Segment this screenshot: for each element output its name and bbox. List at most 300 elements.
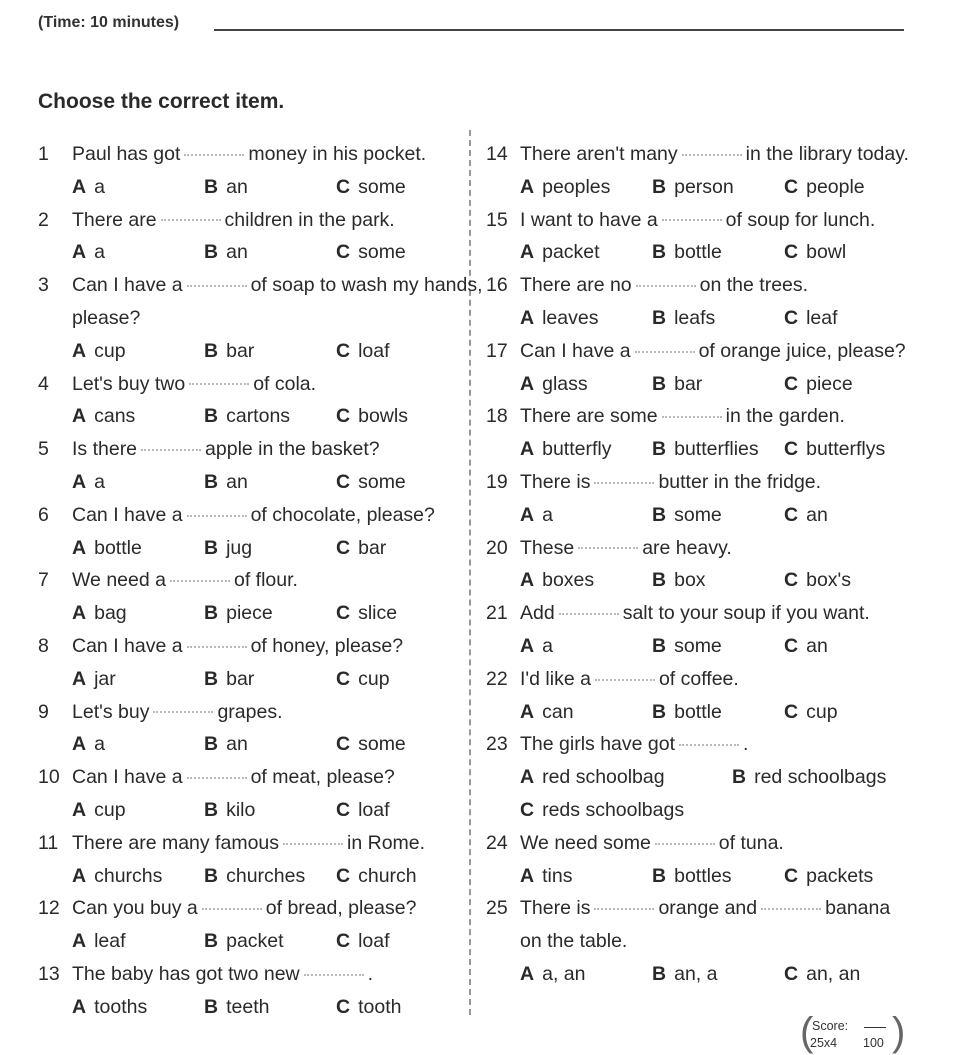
question-number: 3 xyxy=(38,274,49,297)
option-text: some xyxy=(358,733,406,756)
option-text: box xyxy=(674,569,706,592)
option-a[interactable] xyxy=(72,663,204,696)
score-label: Score: xyxy=(812,1019,849,1033)
option-a[interactable] xyxy=(72,171,204,204)
question-text: in the garden. xyxy=(725,405,845,428)
question-17 xyxy=(486,335,926,401)
option-text: an xyxy=(226,175,248,198)
question-text: These xyxy=(520,536,575,559)
question-number: 16 xyxy=(486,274,508,297)
option-text: an, a xyxy=(674,962,718,985)
option-text: slice xyxy=(358,602,398,625)
option-c[interactable] xyxy=(784,499,916,532)
question-number: 12 xyxy=(38,897,60,920)
option-letter: C xyxy=(784,700,799,723)
option-text: leafs xyxy=(674,306,716,329)
question-20 xyxy=(486,532,926,598)
option-b[interactable] xyxy=(204,597,336,630)
option-c[interactable] xyxy=(336,532,468,565)
option-a[interactable] xyxy=(72,794,204,827)
option-a[interactable] xyxy=(520,171,652,204)
option-c[interactable] xyxy=(336,991,468,1024)
option-text: glass xyxy=(542,372,588,395)
option-a[interactable] xyxy=(72,532,204,565)
options-row xyxy=(486,368,926,401)
option-b[interactable] xyxy=(652,860,784,893)
question-text: salt to your soup if you want. xyxy=(622,602,870,625)
option-b[interactable] xyxy=(204,335,336,368)
option-a[interactable] xyxy=(520,368,652,401)
answer-blank[interactable] xyxy=(187,515,247,517)
option-text: reds schoolbags xyxy=(542,798,685,821)
question-15 xyxy=(486,204,926,270)
options-row xyxy=(486,958,926,991)
question-number: 6 xyxy=(38,503,49,526)
answer-blank[interactable] xyxy=(682,154,742,156)
option-c[interactable] xyxy=(336,597,468,630)
option-c[interactable] xyxy=(336,466,468,499)
question-text: are heavy. xyxy=(642,536,732,559)
option-text: bowls xyxy=(358,405,408,428)
question-text: Can I have a xyxy=(72,274,183,297)
question-text: We need some xyxy=(520,831,651,854)
question-10 xyxy=(38,761,458,827)
option-c[interactable] xyxy=(784,368,916,401)
score-denominator-left: 25x4 xyxy=(810,1036,838,1050)
answer-blank[interactable] xyxy=(141,449,201,451)
option-letter: A xyxy=(72,175,87,198)
question-text: in the library today. xyxy=(745,143,909,165)
option-c[interactable] xyxy=(784,630,916,663)
answer-blank[interactable] xyxy=(559,613,619,615)
option-text: tooths xyxy=(94,995,148,1018)
option-text: an xyxy=(226,733,248,756)
option-c[interactable] xyxy=(336,663,468,696)
question-number: 22 xyxy=(486,667,508,690)
question-number: 8 xyxy=(38,634,49,657)
question-16 xyxy=(486,269,926,335)
option-letter: C xyxy=(336,733,351,756)
option-c[interactable] xyxy=(784,236,916,269)
answer-blank[interactable] xyxy=(184,154,244,156)
options-row xyxy=(38,466,458,499)
option-b[interactable] xyxy=(652,302,784,335)
option-c[interactable] xyxy=(336,335,468,368)
question-stem xyxy=(38,892,458,925)
option-c[interactable] xyxy=(336,860,468,893)
option-text: butterfly xyxy=(542,438,612,461)
option-letter: A xyxy=(72,864,87,887)
question-stem xyxy=(38,958,458,991)
option-a[interactable] xyxy=(520,499,652,532)
option-a[interactable] xyxy=(72,860,204,893)
option-letter: C xyxy=(336,864,351,887)
option-b[interactable] xyxy=(204,794,336,827)
question-stem xyxy=(486,532,926,565)
option-letter: A xyxy=(520,700,535,723)
question-text: money in his pocket. xyxy=(248,143,427,165)
question-number: 19 xyxy=(486,470,508,493)
option-letter: B xyxy=(652,569,667,592)
option-letter: A xyxy=(72,602,87,625)
option-c[interactable] xyxy=(784,171,916,204)
question-text: There are xyxy=(72,208,157,231)
option-text: tins xyxy=(542,864,573,887)
question-text: Let's buy xyxy=(72,700,150,723)
option-a[interactable] xyxy=(72,466,204,499)
option-c[interactable] xyxy=(784,302,916,335)
option-a[interactable] xyxy=(72,728,204,761)
option-a[interactable] xyxy=(72,400,204,433)
option-c[interactable] xyxy=(784,860,916,893)
option-text: churches xyxy=(226,864,306,887)
answer-blank[interactable] xyxy=(662,416,722,418)
option-letter: B xyxy=(204,175,219,198)
question-text: of chocolate, please? xyxy=(250,503,435,526)
option-text: boxes xyxy=(542,569,595,592)
answer-blank[interactable] xyxy=(594,482,654,484)
question-number: 23 xyxy=(486,733,508,756)
question-text: grapes. xyxy=(217,700,283,723)
option-b[interactable] xyxy=(204,236,336,269)
option-letter: B xyxy=(652,372,667,395)
option-a[interactable] xyxy=(72,925,204,958)
option-text: butterflys xyxy=(806,438,886,461)
question-text: of tuna. xyxy=(718,831,784,854)
question-text: There aren't many xyxy=(520,143,678,165)
question-text: of orange juice, please? xyxy=(698,339,906,362)
option-c[interactable] xyxy=(336,171,468,204)
option-text: piece xyxy=(806,372,853,395)
question-text: . xyxy=(743,733,749,756)
question-text: We need a xyxy=(72,569,166,592)
answer-blank[interactable] xyxy=(153,711,213,713)
option-b[interactable] xyxy=(204,663,336,696)
option-letter: B xyxy=(204,339,219,362)
options-row xyxy=(38,171,458,204)
option-a[interactable] xyxy=(520,630,652,663)
question-stem xyxy=(486,597,926,630)
question-text: There is xyxy=(520,897,591,920)
option-b[interactable] xyxy=(204,171,336,204)
question-stem xyxy=(486,892,926,925)
options-row xyxy=(486,302,926,335)
options-row xyxy=(38,532,458,565)
options-row xyxy=(38,400,458,433)
option-letter: B xyxy=(204,995,219,1018)
option-text: leaves xyxy=(542,306,599,329)
question-stem xyxy=(38,499,458,532)
options-row xyxy=(38,991,458,1024)
option-a[interactable] xyxy=(520,236,652,269)
question-text: Can you buy a xyxy=(72,897,198,920)
score-paren-right: ) xyxy=(892,1010,906,1054)
option-b[interactable] xyxy=(732,761,944,794)
answer-blank[interactable] xyxy=(594,908,654,910)
option-c[interactable] xyxy=(336,794,468,827)
option-text: some xyxy=(674,634,722,657)
option-letter: B xyxy=(204,930,219,953)
option-a[interactable] xyxy=(72,236,204,269)
option-letter: C xyxy=(784,569,799,592)
question-text: The baby has got two new xyxy=(72,962,300,985)
question-9 xyxy=(38,696,458,762)
option-letter: B xyxy=(652,634,667,657)
question-number: 5 xyxy=(38,438,49,461)
question-number: 1 xyxy=(38,143,49,165)
answer-blank[interactable] xyxy=(635,351,695,353)
option-c[interactable] xyxy=(784,433,916,466)
option-letter: A xyxy=(72,733,87,756)
option-text: packets xyxy=(806,864,874,887)
option-letter: A xyxy=(72,241,87,264)
answer-blank[interactable] xyxy=(655,843,715,845)
option-letter: A xyxy=(520,306,535,329)
answer-blank[interactable] xyxy=(578,547,638,549)
option-a[interactable] xyxy=(72,991,204,1024)
option-text: piece xyxy=(226,602,273,625)
option-letter: C xyxy=(520,798,535,821)
question-8 xyxy=(38,630,458,696)
score-paren-left: ( xyxy=(800,1010,814,1054)
option-a[interactable] xyxy=(520,433,652,466)
question-stem xyxy=(486,827,926,860)
option-text: cup xyxy=(806,700,838,723)
option-letter: C xyxy=(336,536,351,559)
option-b[interactable] xyxy=(204,532,336,565)
options-row xyxy=(38,728,458,761)
option-text: box's xyxy=(806,569,852,592)
option-text: a xyxy=(542,634,553,657)
option-text: tooth xyxy=(358,995,402,1018)
option-text: cup xyxy=(94,339,126,362)
question-text: Can I have a xyxy=(520,339,631,362)
option-text: a xyxy=(94,241,105,264)
options-row xyxy=(486,794,926,827)
question-text: of coffee. xyxy=(658,667,739,690)
question-stem xyxy=(486,400,926,433)
option-text: bottle xyxy=(674,241,722,264)
option-text: bar xyxy=(226,339,255,362)
option-letter: C xyxy=(784,372,799,395)
question-11 xyxy=(38,827,458,893)
question-24 xyxy=(486,827,926,893)
option-text: person xyxy=(674,175,734,198)
question-number: 9 xyxy=(38,700,49,723)
option-b[interactable] xyxy=(652,696,784,729)
option-b[interactable] xyxy=(204,728,336,761)
option-c[interactable] xyxy=(336,236,468,269)
option-c[interactable] xyxy=(336,400,468,433)
option-c[interactable] xyxy=(520,794,732,827)
question-text: Add xyxy=(520,602,555,625)
question-text: on the trees. xyxy=(699,274,809,297)
option-letter: B xyxy=(204,667,219,690)
option-b[interactable] xyxy=(652,433,784,466)
question-text: orange and xyxy=(658,897,758,920)
options-row xyxy=(38,597,458,630)
question-text: of flour. xyxy=(233,569,298,592)
option-b[interactable] xyxy=(204,860,336,893)
option-b[interactable] xyxy=(652,958,784,991)
option-letter: A xyxy=(72,798,87,821)
option-b[interactable] xyxy=(204,991,336,1024)
question-stem xyxy=(486,466,926,499)
answer-blank[interactable] xyxy=(187,777,247,779)
options-row xyxy=(486,236,926,269)
score-denominator-right: 100 xyxy=(863,1036,884,1050)
option-letter: C xyxy=(336,667,351,690)
answer-blank[interactable] xyxy=(304,974,364,976)
question-text: of soap to wash my hands, xyxy=(250,274,483,297)
option-b[interactable] xyxy=(652,171,784,204)
option-text: red schoolbags xyxy=(754,766,887,789)
option-letter: C xyxy=(784,634,799,657)
answer-blank[interactable] xyxy=(761,908,821,910)
question-text: Can I have a xyxy=(72,634,183,657)
option-a[interactable] xyxy=(520,302,652,335)
question-text: banana xyxy=(825,897,891,920)
answer-blank[interactable] xyxy=(189,383,249,385)
answer-blank[interactable] xyxy=(170,580,230,582)
option-text: packet xyxy=(226,930,284,953)
option-text: loaf xyxy=(358,930,390,953)
option-text: cup xyxy=(358,667,390,690)
option-text: an xyxy=(226,470,248,493)
option-c[interactable] xyxy=(336,925,468,958)
option-letter: C xyxy=(336,405,351,428)
answer-blank[interactable] xyxy=(202,908,262,910)
question-text: Paul has got xyxy=(72,143,181,165)
option-text: some xyxy=(358,241,406,264)
question-stem xyxy=(38,761,458,794)
option-a[interactable] xyxy=(72,335,204,368)
question-text: Can I have a xyxy=(72,766,183,789)
answer-blank[interactable] xyxy=(161,219,221,221)
option-letter: B xyxy=(204,405,219,428)
options-row xyxy=(38,663,458,696)
options-row xyxy=(486,860,926,893)
column-divider xyxy=(469,130,471,1015)
question-number: 13 xyxy=(38,962,60,985)
question-stem xyxy=(486,138,926,171)
option-b[interactable] xyxy=(204,400,336,433)
option-letter: C xyxy=(784,175,799,198)
options-row xyxy=(486,564,926,597)
question-text: of honey, please? xyxy=(250,634,404,657)
option-a[interactable] xyxy=(520,958,652,991)
question-number: 14 xyxy=(486,143,508,165)
option-letter: A xyxy=(520,438,535,461)
option-text: can xyxy=(542,700,574,723)
answer-blank[interactable] xyxy=(662,219,722,221)
option-b[interactable] xyxy=(652,564,784,597)
question-22 xyxy=(486,663,926,729)
option-c[interactable] xyxy=(784,564,916,597)
option-b[interactable] xyxy=(204,466,336,499)
question-6 xyxy=(38,499,458,565)
name-line xyxy=(214,29,904,31)
option-a[interactable] xyxy=(520,696,652,729)
question-4 xyxy=(38,368,458,434)
option-c[interactable] xyxy=(784,696,916,729)
option-letter: B xyxy=(204,733,219,756)
question-stem xyxy=(38,433,458,466)
option-text: a xyxy=(94,470,105,493)
option-text: packet xyxy=(542,241,600,264)
option-text: jug xyxy=(226,536,253,559)
question-14 xyxy=(486,138,926,204)
option-b[interactable] xyxy=(652,368,784,401)
option-letter: A xyxy=(72,339,87,362)
option-text: bar xyxy=(674,372,703,395)
option-a[interactable] xyxy=(520,761,732,794)
option-text: churchs xyxy=(94,864,163,887)
question-19 xyxy=(486,466,926,532)
option-c[interactable] xyxy=(784,958,916,991)
answer-blank[interactable] xyxy=(187,285,247,287)
option-b[interactable] xyxy=(204,925,336,958)
question-text: I want to have a xyxy=(520,208,658,231)
option-b[interactable] xyxy=(652,630,784,663)
question-number: 11 xyxy=(38,831,59,854)
option-b[interactable] xyxy=(652,499,784,532)
question-stem xyxy=(38,564,458,597)
option-letter: A xyxy=(520,175,535,198)
option-text: leaf xyxy=(94,930,126,953)
option-a[interactable] xyxy=(72,597,204,630)
question-text: There is xyxy=(520,470,591,493)
question-text: children in the park. xyxy=(224,208,395,231)
answer-blank[interactable] xyxy=(595,679,655,681)
options-row xyxy=(486,433,926,466)
option-letter: B xyxy=(652,700,667,723)
question-text: of soup for lunch. xyxy=(725,208,876,231)
option-letter: A xyxy=(520,241,535,264)
option-a[interactable] xyxy=(520,860,652,893)
option-letter: A xyxy=(520,569,535,592)
question-stem xyxy=(38,269,483,302)
option-letter: B xyxy=(652,503,667,526)
answer-blank[interactable] xyxy=(283,843,343,845)
options-row xyxy=(486,630,926,663)
option-letter: A xyxy=(520,503,535,526)
option-letter: B xyxy=(652,438,667,461)
question-text: of bread, please? xyxy=(265,897,417,920)
option-text: bottle xyxy=(94,536,142,559)
option-text: people xyxy=(806,175,865,198)
option-b[interactable] xyxy=(652,236,784,269)
question-7 xyxy=(38,564,458,630)
question-number: 20 xyxy=(486,536,508,559)
option-a[interactable] xyxy=(520,564,652,597)
question-text: I'd like a xyxy=(520,667,591,690)
question-5 xyxy=(38,433,458,499)
option-text: a xyxy=(94,733,105,756)
option-c[interactable] xyxy=(336,728,468,761)
answer-blank[interactable] xyxy=(187,646,247,648)
option-letter: C xyxy=(784,241,799,264)
question-stem xyxy=(38,827,458,860)
option-text: bottle xyxy=(674,700,722,723)
question-stem xyxy=(38,630,458,663)
score-fraction-line xyxy=(864,1027,886,1028)
question-text-continued: on the table. xyxy=(520,930,628,953)
answer-blank[interactable] xyxy=(679,744,739,746)
option-letter: A xyxy=(72,930,87,953)
answer-blank[interactable] xyxy=(636,285,696,287)
question-stem xyxy=(38,204,458,237)
